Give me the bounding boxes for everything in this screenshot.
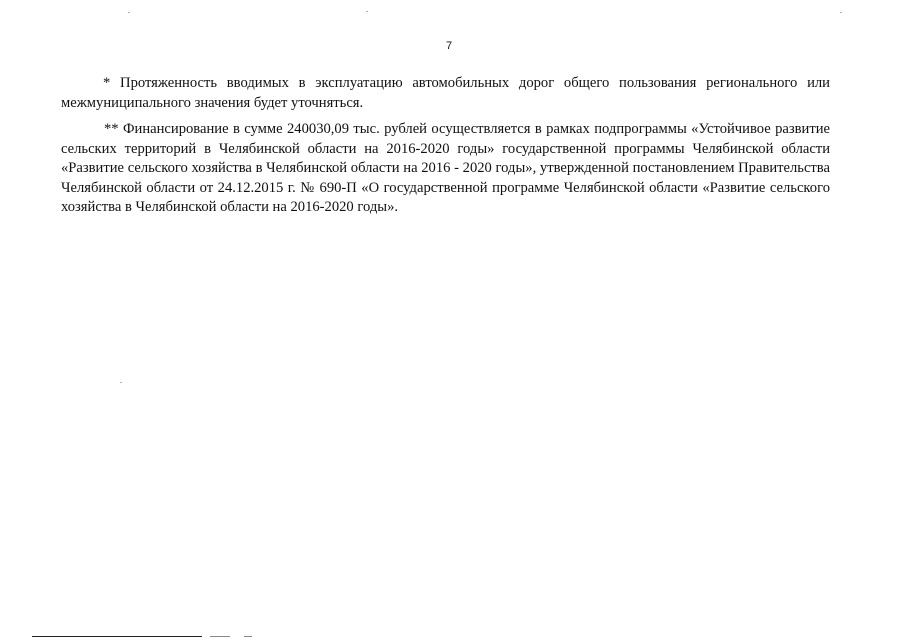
- edge-line: [244, 636, 252, 637]
- scan-speck: [120, 382, 122, 383]
- edge-line: [210, 636, 230, 637]
- footnote-paragraph-1: [61, 74, 830, 113]
- footnote-text: Финансирование в сумме 240030,09 тыс. рублей осуществляется в рамках подпрограммы «Устойчивое развитие сельских территорий в Челябинской области на 2016-2020 годы» государственной программы Челябинской области «Развитие сельского хозяйства в Челябинской области на 2016 - 2020 годы», утвержденной постановлением Правительства Челябинской области от 24.12.2015 г. № 690-П «О государственной программе Челябинской области «Развитие сельского хозяйства в Челябинской области на 2016-2020 годы».: [61, 121, 830, 215]
- footnote-paragraph-2: [61, 120, 830, 218]
- footnote-marker: **: [104, 121, 119, 137]
- scan-speck: [366, 11, 368, 12]
- footnote-text: Протяженность вводимых в эксплуатацию автомобильных дорог общего пользования регионального или межмуниципального значения будет уточняться.: [61, 75, 830, 111]
- page-number: 7: [446, 40, 453, 52]
- page-bottom-edge: [0, 635, 905, 638]
- footnote-marker: *: [103, 75, 111, 91]
- edge-line: [32, 636, 202, 637]
- scan-speck: [840, 12, 842, 13]
- scan-speck: [128, 12, 130, 13]
